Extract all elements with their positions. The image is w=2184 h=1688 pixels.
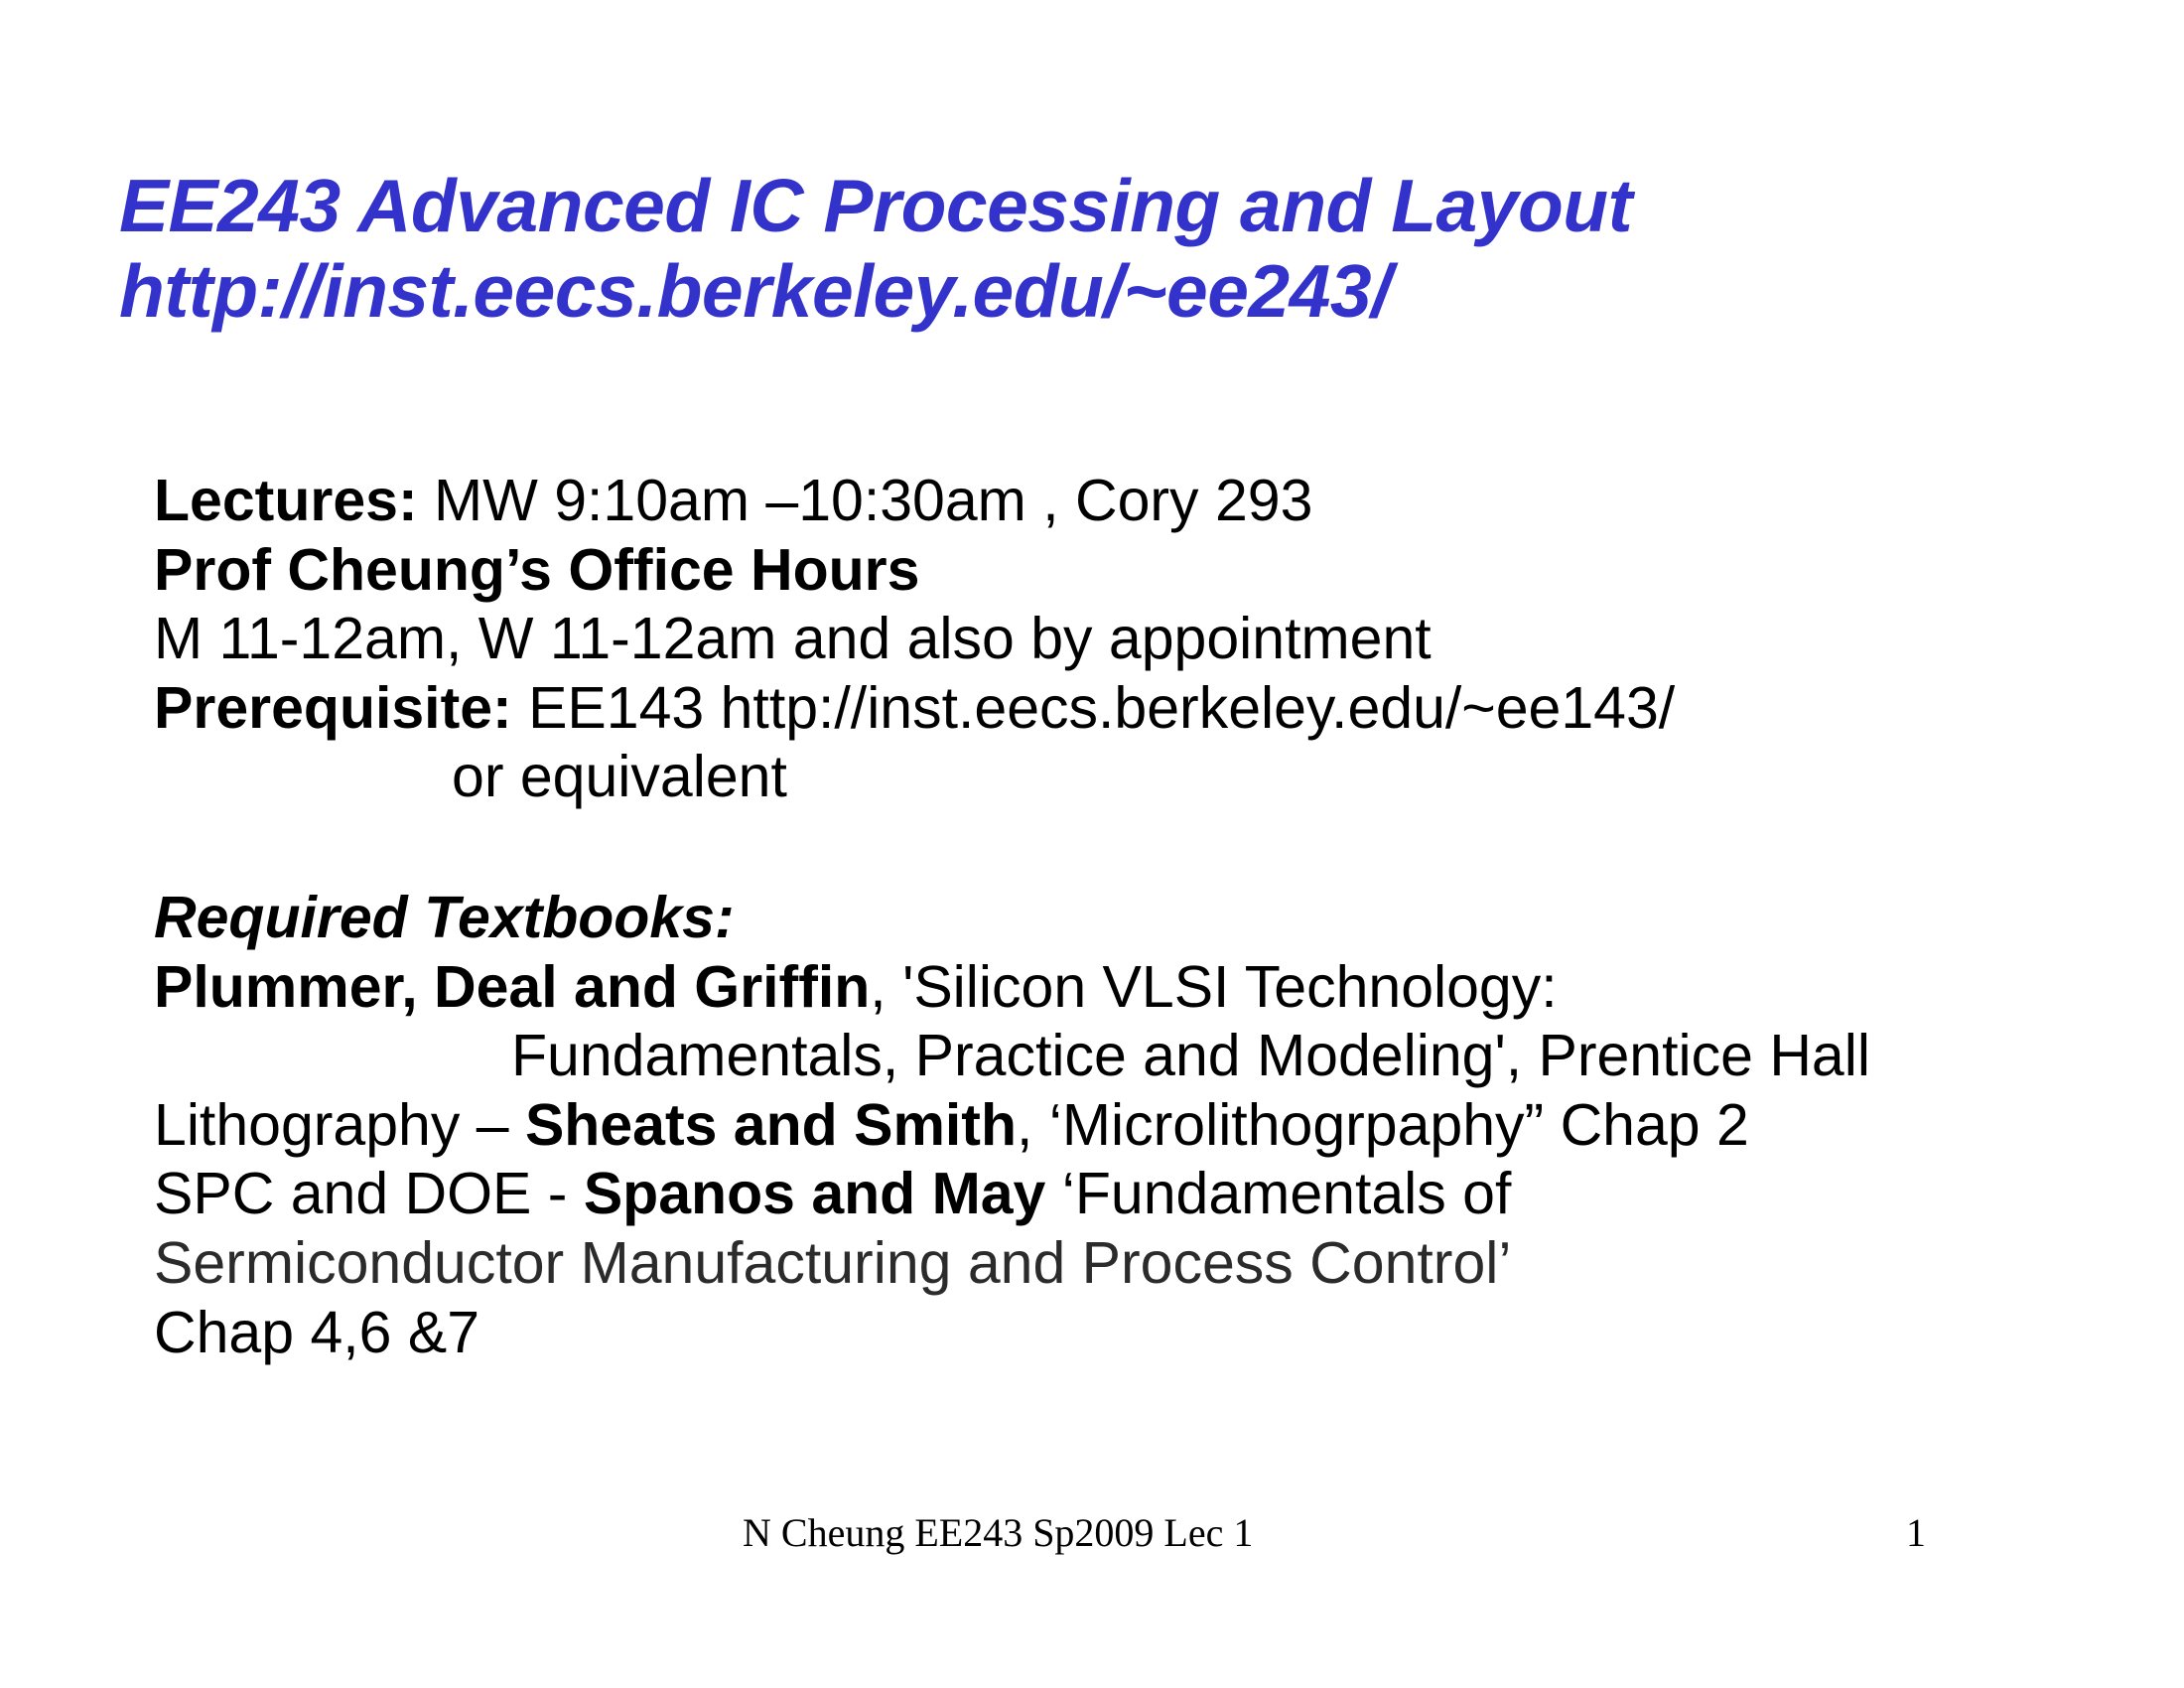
textbook-3-authors: Spanos and May bbox=[583, 1161, 1046, 1227]
lectures-line bbox=[154, 467, 2119, 536]
slide-body bbox=[154, 467, 2119, 1367]
textbook-1-authors: Plummer, Deal and Griffin bbox=[154, 953, 871, 1020]
textbook-2-authors: Sheats and Smith bbox=[524, 1091, 1017, 1158]
textbook-2-prefix: Lithography – bbox=[154, 1091, 525, 1158]
textbook-2-title: , ‘Microlithogrpaphy” Chap 2 bbox=[1016, 1091, 1749, 1158]
textbook-3-title-continuation: Sermiconductor Manufacturing and Process Control’ bbox=[154, 1230, 1512, 1297]
title-line-course: EE243 Advanced IC Processing and Layout bbox=[119, 164, 1633, 247]
prerequisite-value: EE143 http://inst.eecs.berkeley.edu/~ee143/ bbox=[511, 674, 1676, 741]
title-line-url: http://inst.eecs.berkeley.edu/~ee243/ bbox=[119, 248, 1392, 333]
section-spacer bbox=[154, 812, 2119, 884]
lectures-label: Lectures: bbox=[154, 468, 418, 533]
prerequisite-label: Prerequisite: bbox=[154, 674, 512, 741]
footer-page-number: 1 bbox=[1906, 1510, 1926, 1555]
prerequisite-line bbox=[154, 674, 2119, 744]
textbook-1-title: , 'Silicon VLSI Technology: bbox=[870, 953, 1558, 1020]
textbook-2-line bbox=[154, 1091, 2119, 1161]
footer-text: N Cheung EE243 Sp2009 Lec 1 bbox=[743, 1510, 1254, 1555]
required-textbooks-heading: Required Textbooks: bbox=[154, 885, 735, 951]
textbook-3-title: ‘Fundamentals of bbox=[1045, 1161, 1512, 1227]
prerequisite-continuation: or equivalent bbox=[452, 744, 787, 810]
textbook-1-title-continuation: Fundamentals, Practice and Modeling', Prentice Hall bbox=[511, 1023, 1870, 1089]
slide-footer bbox=[0, 1509, 2184, 1569]
textbook-1-line bbox=[154, 953, 2119, 1023]
textbook-3-line bbox=[154, 1160, 2119, 1229]
textbook-3-chapters: Chap 4,6 &7 bbox=[154, 1299, 480, 1365]
lectures-value: MW 9:10am –10:30am , Cory 293 bbox=[417, 468, 1313, 533]
office-hours-value: M 11-12am, W 11-12am and also by appointment bbox=[154, 606, 1432, 672]
office-hours-label: Prof Cheung’s Office Hours bbox=[154, 536, 920, 603]
slide-title bbox=[119, 164, 2065, 334]
textbook-3-prefix: SPC and DOE - bbox=[154, 1161, 584, 1227]
